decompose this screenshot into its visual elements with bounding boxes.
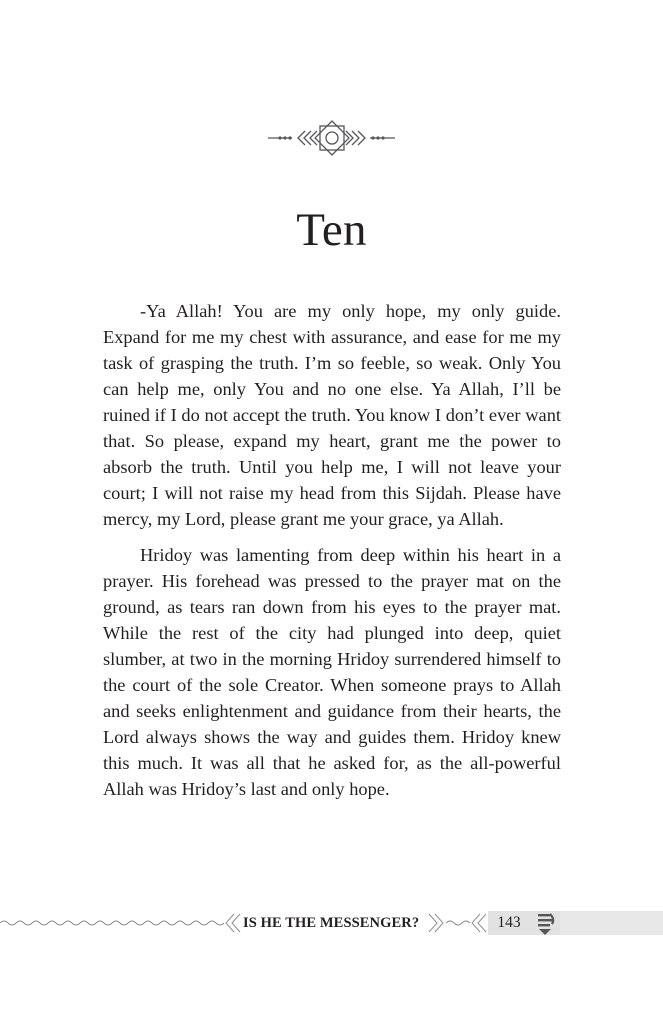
page-marker-icon xyxy=(535,910,557,936)
page-number: 143 xyxy=(497,914,521,931)
footer-band xyxy=(560,911,663,935)
chapter-title: Ten xyxy=(296,204,367,256)
star-ornament-icon xyxy=(0,116,663,160)
chapter-body xyxy=(103,298,561,812)
paragraph-1: -Ya Allah! You are my only hope, my only guide. Expand for me my chest with assurance, and ease for me my task of grasping the truth. I’m so feeble, so weak. Only You can help me, only You and no one else. Ya Allah, I’ll be ruined if I do not accept the truth. You know I don’t ever want that. So please, expand my heart, grant me the power to absorb the truth. Until you help me, I will not leave your court; I will not raise my head from this Sijdah. Please have mercy, my Lord, please grant me your grace, ya Allah. xyxy=(103,301,561,529)
running-title: IS HE THE MESSENGER? xyxy=(243,915,420,931)
paragraph-2: Hridoy was lamenting from deep within his heart in a prayer. His forehead was pressed to the prayer mat on the ground, as tears ran down from his eyes to the prayer mat. While the rest of the city had plunged into deep, quiet slumber, at two in the morning Hridoy surrendered himself to the court of the sole Creator. When someone prays to Allah and seeks enlightenment and guidance from their hearts, the Lord always shows the way and guides them. Hridoy knew this much. It was all that he asked for, as the all-powerful Allah was Hridoy’s last and only hope. xyxy=(103,545,561,799)
